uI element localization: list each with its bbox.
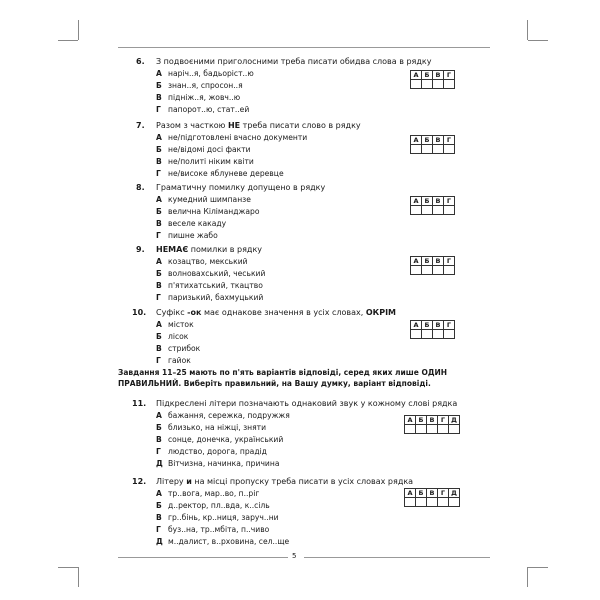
grid-header: А (411, 257, 422, 266)
header-rule (118, 47, 490, 48)
question-text: Підкреслені літери позначають однаковий звук у кожному слові рядка (156, 399, 458, 408)
answer-cell[interactable] (433, 266, 444, 275)
option-a: А козацтво, мекський (156, 257, 248, 266)
option-b: Б волновахський, чеський (156, 269, 266, 278)
option-b: Б близько, на ніжці, зняти (156, 423, 267, 432)
answer-cell[interactable] (433, 145, 444, 154)
answer-cell[interactable] (444, 145, 455, 154)
option-c: В п'ятихатський, ткацтво (156, 281, 263, 290)
answer-cell[interactable] (438, 498, 449, 507)
option-d: Г буз..на, тр..мбіта, п..чиво (156, 525, 270, 534)
grid-header: Б (416, 416, 427, 425)
grid-header: Б (422, 321, 433, 330)
answer-cell[interactable] (444, 266, 455, 275)
answer-cell[interactable] (411, 206, 422, 215)
option-a: А бажання, сережка, подружжя (156, 411, 290, 420)
grid-header: В (427, 489, 438, 498)
option-d: Г людство, дорога, прадід (156, 447, 267, 456)
option-e: Д Вітчизна, начинка, причина (156, 459, 280, 468)
crop-mark (527, 20, 528, 40)
grid-header: Б (422, 136, 433, 145)
question-number: 10. (132, 308, 147, 317)
grid-header: А (405, 489, 416, 498)
grid-header: А (405, 416, 416, 425)
answer-cell[interactable] (416, 498, 427, 507)
answer-cell[interactable] (422, 206, 433, 215)
question-number: 12. (132, 477, 147, 486)
answer-cell[interactable] (422, 330, 433, 339)
crop-mark (528, 567, 548, 568)
answer-cell[interactable] (444, 206, 455, 215)
option-c: В стрибок (156, 344, 201, 353)
answer-cell[interactable] (411, 80, 422, 89)
answer-cell[interactable] (427, 498, 438, 507)
page-number: 5 (292, 552, 297, 560)
answer-cell[interactable] (444, 330, 455, 339)
grid-header: Г (444, 197, 455, 206)
question-text: Літеру и на місці пропуску треба писати в усіх словах рядка (156, 477, 414, 486)
grid-header: А (411, 136, 422, 145)
option-d: Г паризький, бахмуцький (156, 293, 264, 302)
crop-mark (58, 567, 78, 568)
grid-header: Г (444, 71, 455, 80)
grid-header: В (433, 321, 444, 330)
option-a: А наріч..я, бадьоріст..ю (156, 69, 254, 78)
option-c: В не/политі ніким квіти (156, 157, 254, 166)
option-b: Б не/відомі досі факти (156, 145, 251, 154)
crop-mark (78, 20, 79, 40)
grid-header: Д (449, 416, 460, 425)
answer-grid (410, 196, 455, 215)
section-instructions: Завдання 11–25 мають по п'ять варіантів відповіді, серед яких лише ОДИН ПРАВИЛЬНИЙ. Виберіть правильний, на Вашу думку, варіант відповіді. (118, 368, 448, 388)
answer-cell[interactable] (438, 425, 449, 434)
option-d: Г не/високе яблуневе деревце (156, 169, 284, 178)
option-a: А не/підготовлені вчасно документи (156, 133, 308, 142)
answer-cell[interactable] (449, 425, 460, 434)
answer-cell[interactable] (444, 80, 455, 89)
answer-grid (410, 256, 455, 275)
grid-header: Б (422, 71, 433, 80)
option-d: Г папорот..ю, стат..ей (156, 105, 250, 114)
question-text: Суфікс -ок має однакове значення в усіх словах, ОКРІМ (156, 308, 397, 317)
grid-header: Г (444, 136, 455, 145)
answer-cell[interactable] (422, 145, 433, 154)
grid-header: Б (422, 197, 433, 206)
answer-cell[interactable] (422, 80, 433, 89)
question-number: 11. (132, 399, 147, 408)
crop-mark (528, 40, 548, 41)
answer-cell[interactable] (422, 266, 433, 275)
grid-header: В (427, 416, 438, 425)
option-b: Б д..ректор, пл..вда, к..сіль (156, 501, 270, 510)
grid-header: В (433, 257, 444, 266)
crop-mark (58, 40, 78, 41)
answer-cell[interactable] (433, 330, 444, 339)
option-a: А місток (156, 320, 194, 329)
grid-header: Б (416, 489, 427, 498)
option-b: Б велична Кіліманджаро (156, 207, 260, 216)
answer-cell[interactable] (411, 330, 422, 339)
grid-header: Д (449, 489, 460, 498)
answer-cell[interactable] (433, 80, 444, 89)
option-b: Б лісок (156, 332, 189, 341)
grid-header: В (433, 136, 444, 145)
option-d: Г пишне жабо (156, 231, 218, 240)
answer-cell[interactable] (411, 145, 422, 154)
option-a: А кумедний шимпанзе (156, 195, 251, 204)
grid-header: Г (444, 321, 455, 330)
option-b: Б знан..я, спросон..я (156, 81, 243, 90)
grid-header: В (433, 71, 444, 80)
answer-cell[interactable] (411, 266, 422, 275)
option-d: Г гайок (156, 356, 191, 365)
option-c: В веселе какаду (156, 219, 227, 228)
footer-rule (304, 557, 490, 558)
question-text: Разом з часткою НЕ треба писати слово в рядку (156, 121, 361, 130)
grid-header: Г (444, 257, 455, 266)
option-c: В підніж..я, жовч..ю (156, 93, 241, 102)
answer-grid (404, 488, 460, 507)
answer-cell[interactable] (433, 206, 444, 215)
answer-grid (410, 70, 455, 89)
question-text: НЕМАЄ помилки в рядку (156, 245, 263, 254)
footer-rule (118, 557, 288, 558)
option-c: В гр..бінь, кр..ниця, заруч..ни (156, 513, 279, 522)
grid-header: В (433, 197, 444, 206)
crop-mark (527, 567, 528, 587)
grid-header: А (411, 71, 422, 80)
answer-grid (410, 320, 455, 339)
question-number: 6. (136, 57, 145, 66)
question-text: З подвоєними приголосними треба писати обидва слова в рядку (156, 57, 432, 66)
answer-grid (404, 415, 460, 434)
option-a: А тр..вога, мар..во, п..ріг (156, 489, 260, 498)
grid-header: А (411, 197, 422, 206)
question-number: 8. (136, 183, 145, 192)
answer-grid (410, 135, 455, 154)
option-c: В сонце, донечка, український (156, 435, 284, 444)
grid-header: Г (438, 416, 449, 425)
question-number: 7. (136, 121, 145, 130)
question-text: Граматичну помилку допущено в рядку (156, 183, 326, 192)
question-number: 9. (136, 245, 145, 254)
grid-header: Б (422, 257, 433, 266)
grid-header: А (411, 321, 422, 330)
answer-cell[interactable] (449, 498, 460, 507)
answer-cell[interactable] (416, 425, 427, 434)
answer-cell[interactable] (427, 425, 438, 434)
crop-mark (78, 567, 79, 587)
answer-cell[interactable] (405, 425, 416, 434)
option-e: Д м..далист, в..рховина, сел..ще (156, 537, 290, 546)
answer-cell[interactable] (405, 498, 416, 507)
grid-header: Г (438, 489, 449, 498)
